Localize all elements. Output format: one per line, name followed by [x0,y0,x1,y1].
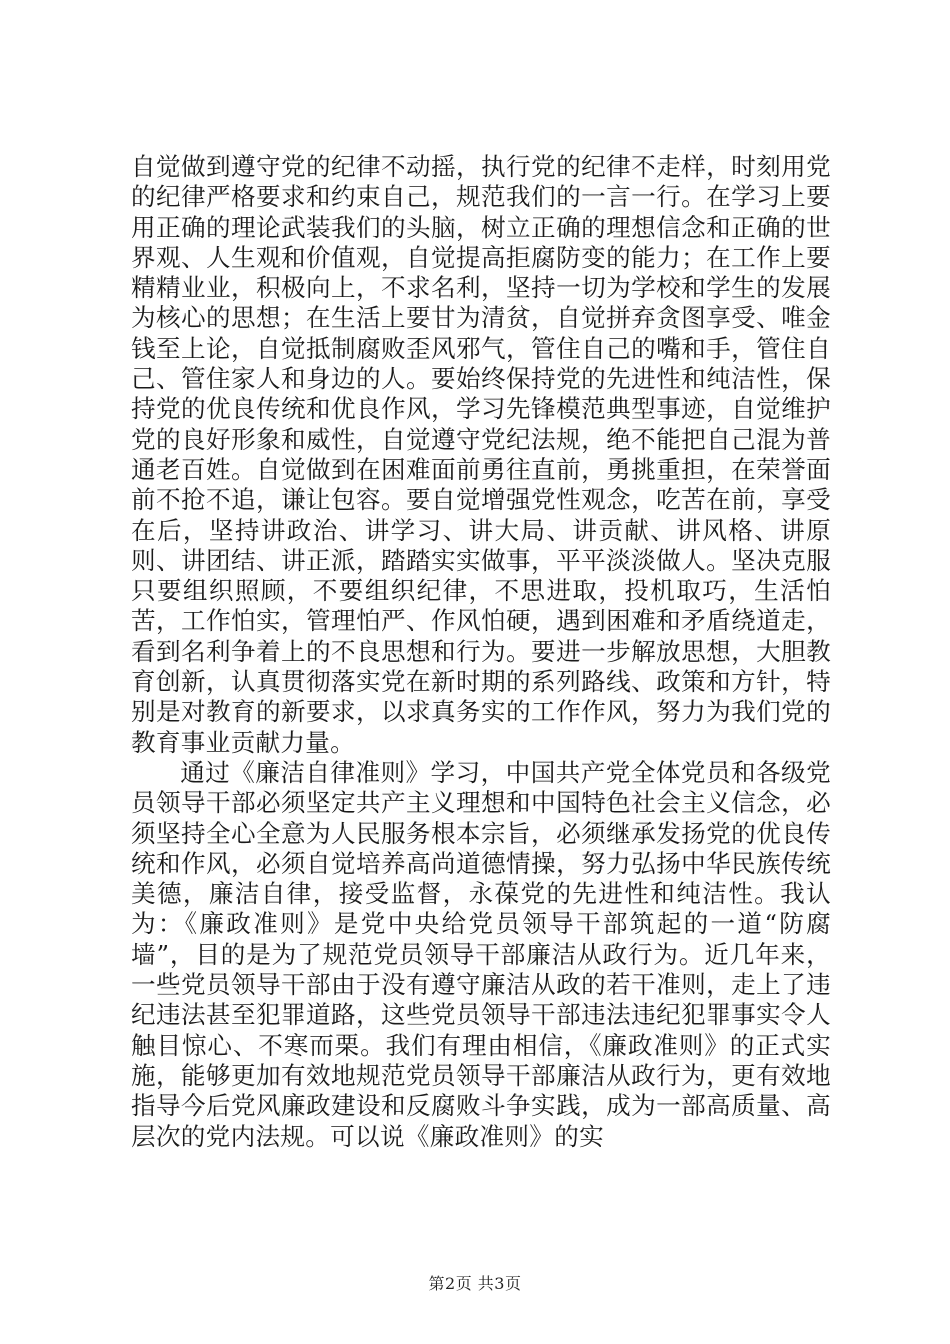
body-paragraph-1: 自觉做到遵守党的纪律不动摇，执行党的纪律不走样，时刻用党的纪律严格要求和约束自己，规范我们的一言一行。在学习上要用正确的理论武装我们的头脑，树立正确的理想信念和正确的世界观、人生观和价值观，自觉提高拒腐防变的能力；在工作上要精精业业，积极向上，不求名利，坚持一切为学校和学生的发展为核心的思想；在生活上要甘为清贫，自觉拼弃贪图享受、唯金钱至上论，自觉抵制腐败歪风邪气，管住自己的嘴和手，管住自己、管住家人和身边的人。要始终保持党的先进性和纯洁性，保持党的优良传统和优良作风，学习先锋模范典型事迹，自觉维护党的良好形象和威性，自觉遵守党纪法规，绝不能把自己混为普通老百姓。自觉做到在困难面前勇往直前，勇挑重担，在荣誉面前不抢不追，谦让包容。要自觉增强党性观念，吃苦在前，享受在后，坚持讲政治、讲学习、讲大局、讲贡献、讲风格、讲原则、讲团结、讲正派，踏踏实实做事，平平淡淡做人。坚决克服只要组织照顾，不要组织纪律，不思进取，投机取巧，生活怕苦，工作怕实，管理怕严、作风怕硬，遇到困难和矛盾绕道走，看到名利争着上的不良思想和行为。要进一步解放思想，大胆教育创新，认真贯彻落实党在新时期的系列路线、政策和方针，特别是对教育的新要求，以求真务实的工作作风，努力为我们党的教育事业贡献力量。 [131,152,831,757]
body-paragraph-2: 通过《廉洁自律准则》学习，中国共产党全体党员和各级党员领导干部必须坚定共产主义理想和中国特色社会主义信念，必须坚持全心全意为人民服务根本宗旨，必须继承发扬党的优良传统和作风，必须自觉培养高尚道德情操，努力弘扬中华民族传统美德，廉洁自律，接受监督，永葆党的先进性和纯洁性。我认为：《廉政准则》是党中央给党员领导干部筑起的一道“防腐墙”，目的是为了规范党员领导干部廉洁从政行为。近几年来，一些党员领导干部由于没有遵守廉洁从政的若干准则，走上了违纪违法甚至犯罪道路，这些党员领导干部违法违纪犯罪事实令人触目惊心、不寒而栗。我们有理由相信，《廉政准则》的正式实施，能够更加有效地规范党员领导干部廉洁从政行为，更有效地指导今后党风廉政建设和反腐败斗争实践，成为一部高质量、高层次的党内法规。可以说《廉政准则》的实 [131,757,831,1151]
total-pages: 共3页 [477,1274,522,1293]
page-footer [0,1274,950,1294]
document-body [131,152,831,1152]
page-number: 第2页 [428,1274,473,1293]
